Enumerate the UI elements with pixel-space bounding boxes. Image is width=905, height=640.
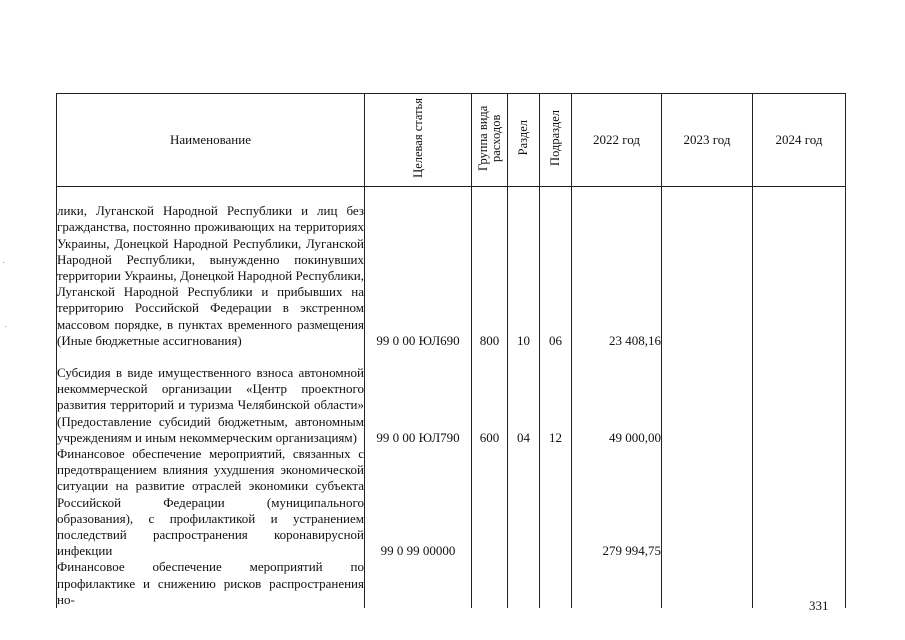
row-amount-2022: 279 994,75 <box>572 446 662 559</box>
row-amount-2023 <box>662 187 753 350</box>
row-amount-2022: 23 408,16 <box>572 187 662 350</box>
scan-speck <box>5 326 6 327</box>
row-subsection: 12 <box>540 349 572 446</box>
row-name: Субсидия в виде имущественного взноса автономной некоммерческой организации «Центр проектного развития территорий и туризма Челябинской области» (Предоставление субсидий бюджетным, автономным учреждениям и иным некоммерческим организациям) <box>57 349 365 446</box>
row-amount-2023 <box>662 559 753 608</box>
row-amount-2022 <box>572 559 662 608</box>
row-target-article: 99 0 00 ЮЛ690 <box>365 187 472 350</box>
table-row <box>57 349 846 446</box>
header-name: Наименование <box>57 94 365 187</box>
header-section: Раздел <box>508 94 540 187</box>
table-header-row <box>57 94 846 187</box>
row-name: лики, Луганской Народной Республики и лиц без гражданства, постоянно проживающих на территориях Украины, Донецкой Народной Республики, Луганской Народной Республики, вынужденно покинувших территории Украины, Донецкой Народной Республики, Луганской Народной Республики и прибывших на территорию Российской Федерации в экстренном массовом порядке, в пунктах временного размещения (Иные бюджетные ассигнования) <box>57 187 365 350</box>
header-2022: 2022 год <box>572 94 662 187</box>
row-section: 04 <box>508 349 540 446</box>
row-amount-2024 <box>753 349 846 446</box>
row-name: Финансовое обеспечение мероприятий, связанных с предотвращением влияния ухудшения экономической ситуации на развитие отраслей экономики субъекта Российской Федерации (муниципального образования), с профилактикой и устранением последствий распространения коронавирусной инфекции <box>57 446 364 559</box>
row-amount-2023 <box>662 349 753 446</box>
row-amount-2024 <box>753 446 846 559</box>
row-expense-group <box>472 446 508 559</box>
row-subsection: 06 <box>540 187 572 350</box>
header-expense-group: Группа вида расходов <box>472 94 508 187</box>
row-target-article: 99 0 00 ЮЛ790 <box>365 349 472 446</box>
row-amount-2024 <box>753 559 846 608</box>
row-name: Финансовое обеспечение мероприятий по профилактике и снижению рисков распространения но- <box>57 559 364 607</box>
scan-speck <box>3 262 4 263</box>
row-section: 10 <box>508 187 540 350</box>
row-expense-group: 800 <box>472 187 508 350</box>
header-2023: 2023 год <box>662 94 753 187</box>
header-target-article: Целевая статья <box>365 94 472 187</box>
budget-table <box>56 93 846 608</box>
page-number: 331 <box>809 598 829 613</box>
row-target-article <box>365 559 472 608</box>
row-expense-group: 600 <box>472 349 508 446</box>
table-row <box>57 187 846 350</box>
table-row <box>57 559 846 608</box>
row-amount-2023 <box>662 446 753 559</box>
row-subsection <box>540 446 572 559</box>
header-2024: 2024 год <box>753 94 846 187</box>
row-section <box>508 446 540 559</box>
row-expense-group <box>472 559 508 608</box>
row-section <box>508 559 540 608</box>
row-amount-2024 <box>753 187 846 350</box>
row-target-article: 99 0 99 00000 <box>365 446 472 559</box>
row-subsection <box>540 559 572 608</box>
row-amount-2022: 49 000,00 <box>572 349 662 446</box>
header-subsection: Подраздел <box>540 94 572 187</box>
table-row <box>57 446 846 559</box>
